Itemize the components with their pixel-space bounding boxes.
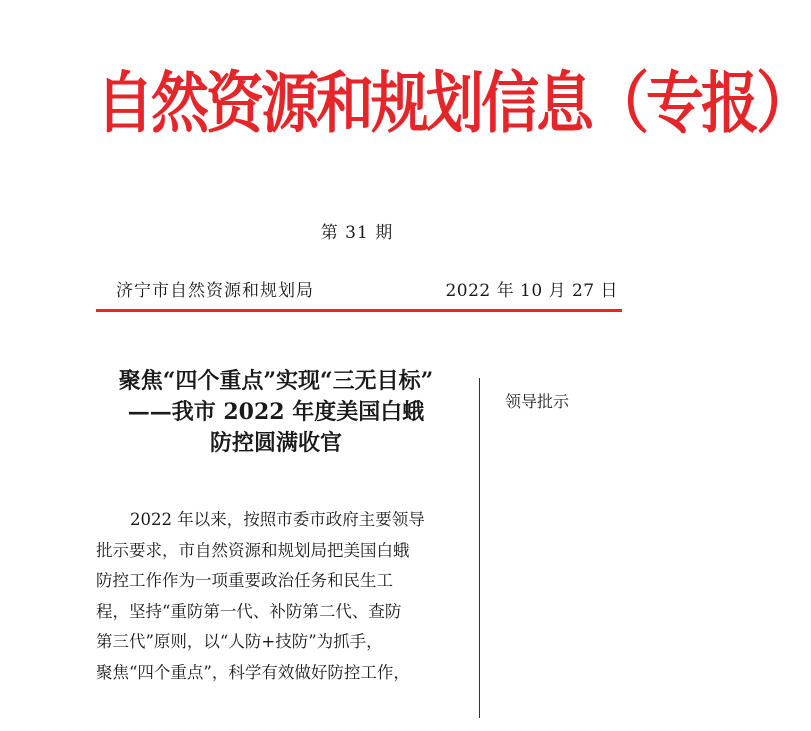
headline-line: 防控圆满收官 (209, 430, 342, 456)
article-headline (86, 366, 466, 459)
body-line: 第三代”原则，以“人防+技防”为抓手， (96, 632, 383, 651)
headline-line: ——我市 2022 年度美国白蛾 (127, 399, 425, 425)
body-line: 聚焦“四个重点”，科学有效做好防控工作， (96, 662, 410, 682)
body-line: 批示要求，市自然资源和规划局把美国白蛾 (96, 540, 410, 560)
article-body (96, 505, 462, 688)
headline-line: 聚焦“四个重点”实现“三无目标” (118, 368, 434, 394)
body-line: 2022 年以来，按照市委市政府主要领导 (130, 510, 425, 529)
issue-number: 第 31 期 (320, 223, 394, 243)
body-line: 程，坚持“重防第一代、补防第二代、查防 (96, 601, 402, 621)
masthead-title: 自然资源和规划信息（专报） (96, 63, 811, 143)
column-divider (479, 378, 480, 718)
issue-date: 2022 年 10 月 27 日 (445, 281, 618, 301)
body-line: 防控工作作为一项重要政治任务和民生工 (96, 571, 393, 590)
issuing-organization: 济宁市自然资源和规划局 (116, 281, 314, 301)
sidebar-heading: 领导批示 (505, 392, 570, 411)
red-divider (96, 309, 622, 312)
